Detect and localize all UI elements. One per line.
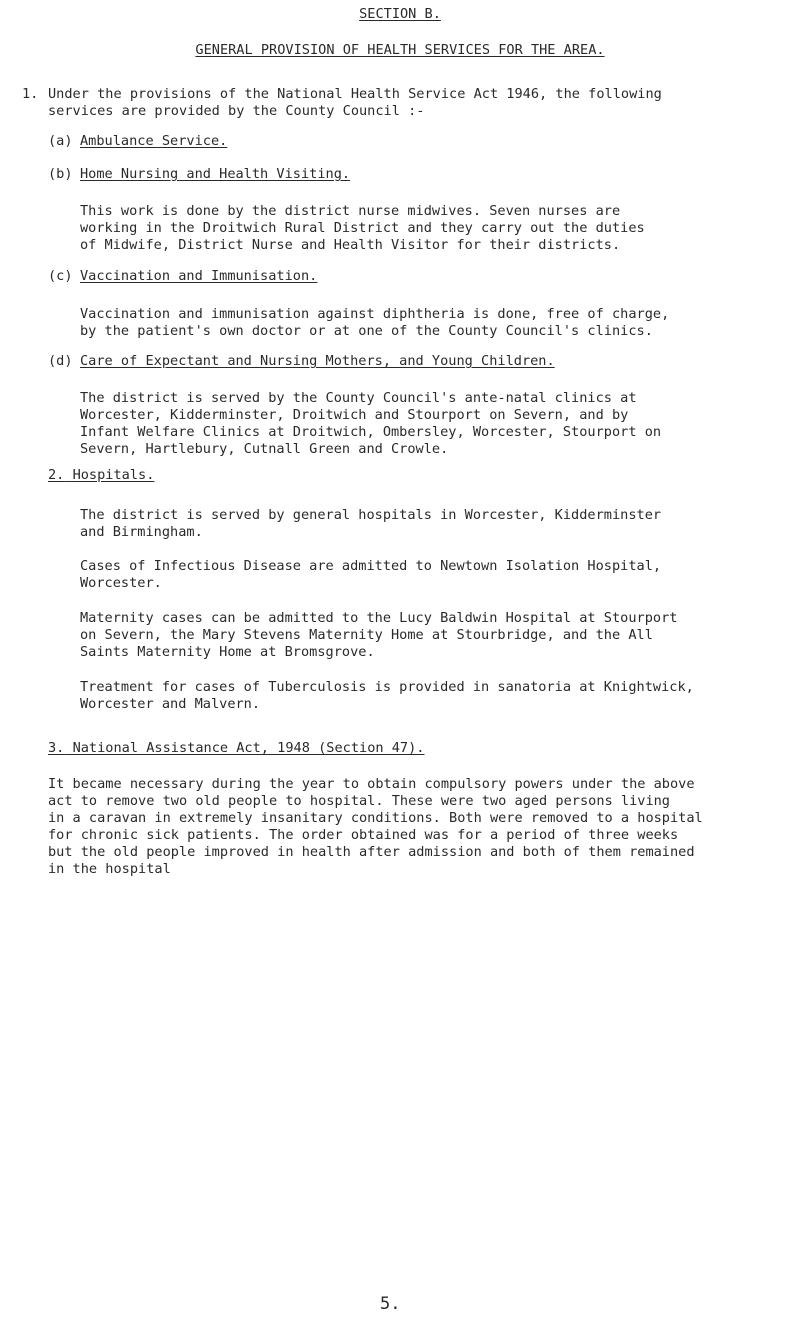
item-2-paragraph-1: The district is served by general hospitals in Worcester, Kidderminster and Birmingham. <box>80 507 662 540</box>
item-1d-label: (d) <box>48 353 73 369</box>
item-1b-text: This work is done by the district nurse midwives. Seven nurses are working in the Droitwich Rural District and they carry out the duties of Midwife, District Nurse and Health Visitor for their districts. <box>80 203 645 253</box>
item-2-heading <box>48 467 154 484</box>
item-3-text: It became necessary during the year to obtain compulsory powers under the above act to remove two old people to hospital. These were two aged persons living in a caravan in extremely insanitary conditions. Both were removed to a hospital for chronic sick patients. The order obtained was for a period of three weeks but the old people improved in health after admission and both of them remained in the hospital <box>48 776 703 877</box>
item-2-paragraph-3: Maternity cases can be admitted to the Lucy Baldwin Hospital at Stourport on Severn, the Mary Stevens Maternity Home at Stourbridge, and the All Saints Maternity Home at Bromsgrove. <box>80 610 678 660</box>
item-1-number: 1. <box>22 86 39 102</box>
item-1b-title: Home Nursing and Health Visiting. <box>80 166 351 182</box>
item-1c-title: Vaccination and Immunisation. <box>80 268 318 284</box>
item-3-title: National Assistance Act, 1948 (Section 47). <box>72 740 425 756</box>
item-3-number: 3. <box>48 740 65 756</box>
item-1c-text: Vaccination and immunisation against diphtheria is done, free of charge, by the patient's own doctor or at one of the County Council's clinics. <box>80 306 670 339</box>
page-number: 5. <box>380 1294 401 1314</box>
section-heading: SECTION B. <box>359 6 441 22</box>
item-1a-label: (a) <box>48 133 73 149</box>
item-1d-title: Care of Expectant and Nursing Mothers, and Young Children. <box>80 353 555 369</box>
item-1c-label: (c) <box>48 268 73 284</box>
item-3-heading <box>48 740 424 757</box>
item-1d-text: The district is served by the County Council's ante-natal clinics at Worcester, Kidderminster, Droitwich and Stourport on Severn, and by Infant Welfare Clinics at Droitwich, Ombersley, Worcester, Stourport on Severn, Hartlebury, Cutnall Green and Crowle. <box>80 390 662 457</box>
item-1a-title: Ambulance Service. <box>80 133 228 149</box>
item-2-paragraph-4: Treatment for cases of Tuberculosis is provided in sanatoria at Knightwick, Worcester and Malvern. <box>80 679 694 712</box>
item-2-paragraph-2: Cases of Infectious Disease are admitted to Newtown Isolation Hospital, Worcester. <box>80 558 662 591</box>
item-2-number: 2. <box>48 467 65 483</box>
document-title: GENERAL PROVISION OF HEALTH SERVICES FOR THE AREA. <box>195 42 605 58</box>
item-2-title: Hospitals. <box>72 467 155 483</box>
item-1-intro: Under the provisions of the National Health Service Act 1946, the following services are provided by the County Council :- <box>48 86 662 119</box>
item-1b-label: (b) <box>48 166 73 182</box>
